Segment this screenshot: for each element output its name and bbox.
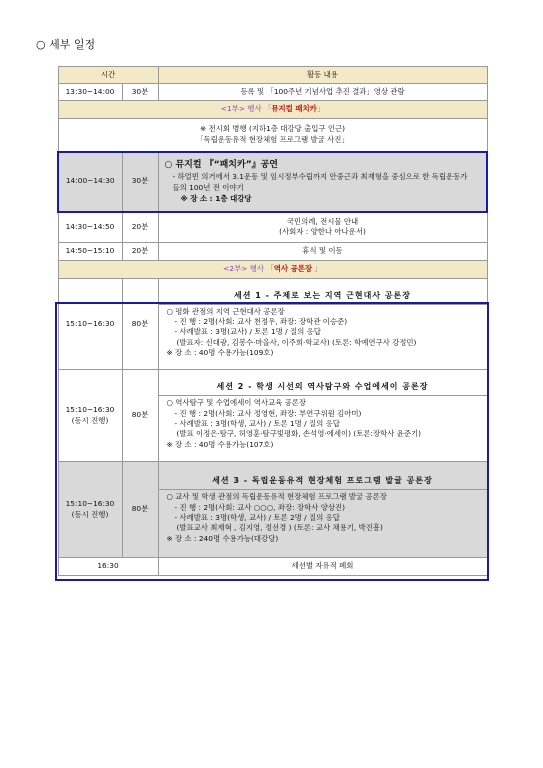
exhibit-note: ※ 전시회 병행 (지하1층 대강당 출입구 인근) 「독립운동유적 현장체험 프로그램 발굴 사진」 bbox=[58, 119, 487, 152]
table-row bbox=[58, 119, 487, 152]
musical-time: 14:00~14:30 bbox=[58, 152, 122, 212]
section-row bbox=[58, 101, 487, 119]
closing-time: 16:30 bbox=[58, 558, 158, 576]
row-duration: 20분 bbox=[122, 212, 158, 243]
table-row bbox=[58, 243, 487, 261]
row-duration: 30분 bbox=[122, 84, 158, 101]
seminar1-row bbox=[58, 279, 487, 370]
seminar2-row bbox=[58, 370, 487, 462]
musical-content: ○ 뮤지컬 『“패치카”』공연 - 하얼빈 의거에서 3.1운동 및 임시정부수립까지 안중근과 최재형을 중심으로 한 독립운동가들의 100년 전 이야기 ※ 장 소 : 1층 대강당 bbox=[158, 152, 487, 212]
seminar3-time: 15:10~16:30 (동시 진행) bbox=[58, 462, 122, 558]
table-row bbox=[58, 84, 487, 101]
seminar2-time: 15:10~16:30 (동시 진행) bbox=[58, 370, 122, 462]
seminar3-content: 세션 3 - 독립운동유적 현장체험 프로그램 발굴 공론장 ○ 교사 및 학생 관점의 독립운동유적 현장체험 프로그램 발굴 공론장 - 진 행 : 2명(사회: 교사 ○○○, 좌장: 장학사 양상진) - 사례발표 : 3명(학생, 교사) / 토론 2명 / 질의 응답 (발표교사 최재혁 , 김지영, 정선경 ) (토론: 교사 채용기, 박진흥) ※ 장 소 : 240명 수용가능(대강당) bbox=[158, 462, 487, 558]
section2-title: <2부> 행사 「역사 공론장 」 bbox=[58, 261, 487, 279]
row-activity: 국민의례, 전시물 안내 (사회자 : 양한나 아나운서) bbox=[158, 212, 487, 243]
row-time: 14:30~14:50 bbox=[58, 212, 122, 243]
row-activity: 휴식 및 이동 bbox=[158, 243, 487, 261]
section1-title: <1부> 행사 「뮤지컬 패치카」 bbox=[58, 101, 487, 119]
musical-duration: 30분 bbox=[122, 152, 158, 212]
table-header bbox=[58, 67, 487, 84]
page-heading: ○ 세부 일정 bbox=[36, 38, 96, 51]
seminar3-duration: 80분 bbox=[122, 462, 158, 558]
closing-row bbox=[58, 558, 487, 576]
row-time: 13:30~14:00 bbox=[58, 84, 122, 101]
closing-activity: 세션별 자유적 폐회 bbox=[158, 558, 487, 576]
header-time: 시간 bbox=[58, 67, 158, 84]
musical-row bbox=[58, 152, 487, 212]
seminar1-time: 15:10~16:30 bbox=[58, 279, 122, 370]
seminar2-duration: 80분 bbox=[122, 370, 158, 462]
row-duration: 20분 bbox=[122, 243, 158, 261]
seminar2-content: 세션 2 - 학생 시선의 역사탐구와 수업에세이 공론장 ○ 역사탐구 및 수업에세이 역사교육 공론장 - 진 행 : 2명(사회: 교사 정영현, 좌장: 부연구위원 김아미) - 사례발표 : 3명(학생, 교사) / 토론 1명 / 질의 응답 (발표 이정은·탐구, 허영훈·탐구빛평화, 손석영·에세이) (토론:장학사 윤준기) ※ 장 소 : 40명 수용가능(107호) bbox=[158, 370, 487, 462]
seminar3-row bbox=[58, 462, 487, 558]
section-row bbox=[58, 261, 487, 279]
row-time: 14:50~15:10 bbox=[58, 243, 122, 261]
seminar1-content: 세션 1 - 주제로 보는 지역 근현대사 공론장 ○ 평화 관점의 지역 근현대사 공론장 - 진 행 : 2명(사회: 교사 천정우, 좌장: 장학관 이승준) - 사례발표 : 3명(교사) / 토론 1명 / 질의 응답 (발표자: 신대광, 김봉수·마을사, 이주희·학교사) (토론: 학예연구사 강정민) ※ 장 소 : 40명 수용가능(109호) bbox=[158, 279, 487, 370]
header-activity: 활동 내용 bbox=[158, 67, 487, 84]
row-activity: 등록 및 「100주년 기념사업 추진 결과」영상 관람 bbox=[158, 84, 487, 101]
table-row bbox=[58, 212, 487, 243]
seminar1-duration: 80분 bbox=[122, 279, 158, 370]
schedule-table bbox=[57, 66, 488, 576]
